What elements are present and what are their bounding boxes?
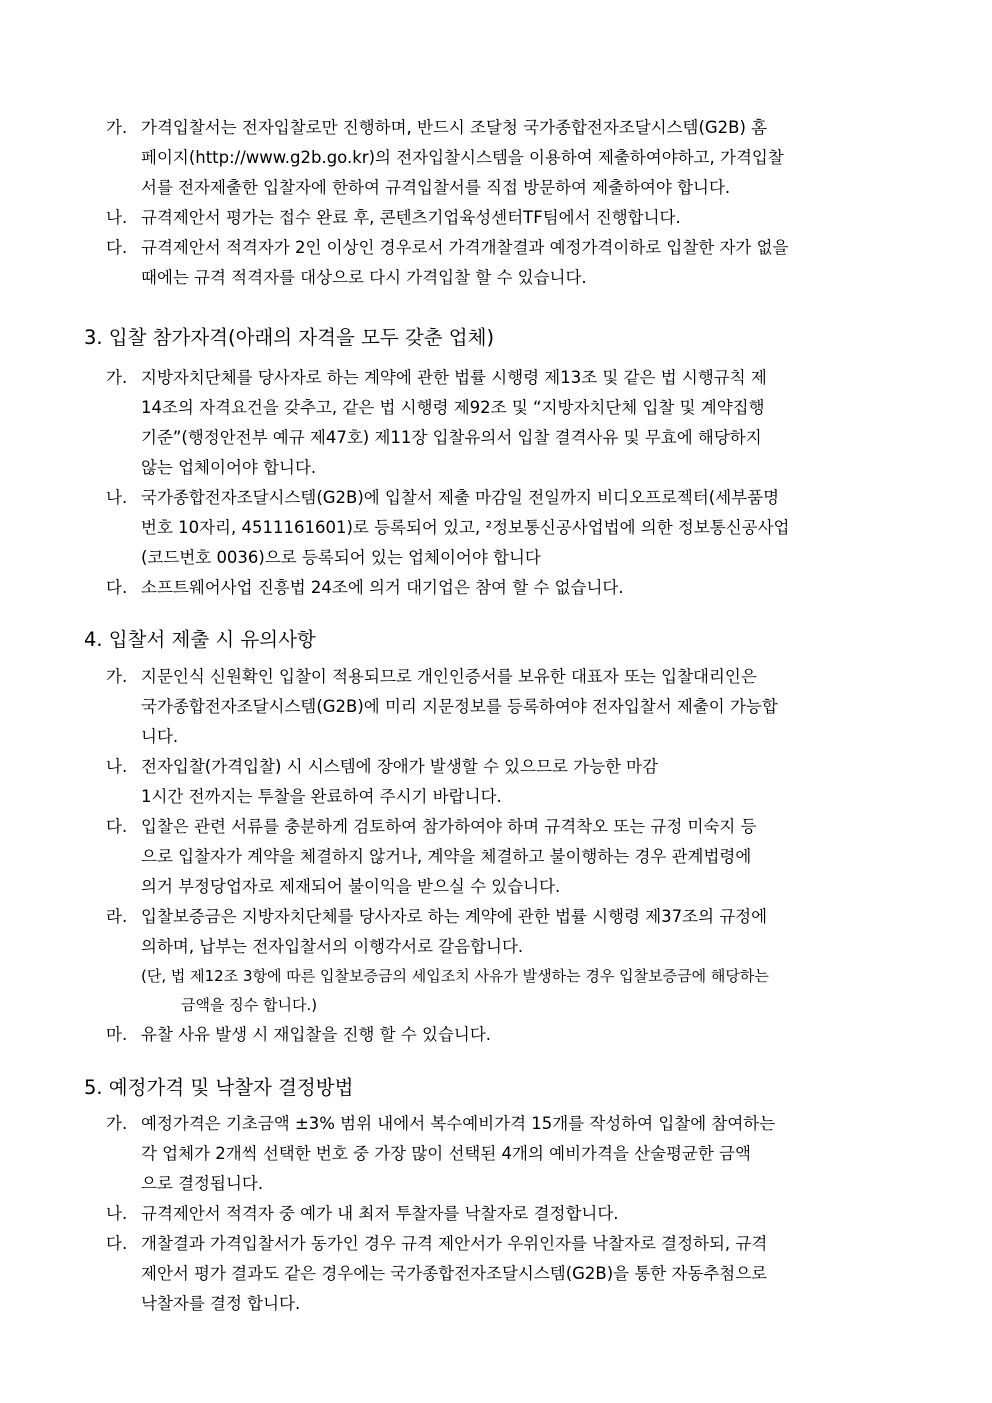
section-title: 5. 예정가격 및 낙찰자 결정방법: [84, 1076, 354, 1099]
item-marker: 나.: [106, 488, 128, 507]
text-line: (코드번호 0036)으로 등록되어 있는 업체이어야 합니다: [141, 548, 541, 567]
item-text: [141, 573, 921, 603]
section-3-list: [0, 363, 992, 603]
item-marker: 라.: [106, 907, 128, 926]
item-text: [141, 1020, 921, 1050]
item-text: [141, 483, 921, 573]
note-line: 금액을 징수 합니다.): [181, 996, 318, 1014]
text-line: 각 업체가 2개씩 선택한 번호 중 가장 많이 선택된 4개의 예비가격을 산술평균한 금액: [141, 1144, 751, 1163]
text-line: 개찰결과 가격입찰서가 동가인 경우 규격 제안서가 우위인자를 낙찰자로 결정하되, 규격: [141, 1234, 768, 1253]
text-line: 기준”(행정안전부 예규 제47호) 제11장 입찰유의서 입찰 결격사유 및 무효에 해당하지: [141, 428, 762, 447]
text-line: 으로 입찰자가 계약을 체결하지 않거나, 계약을 체결하고 불이행하는 경우 관계법령에: [141, 847, 752, 866]
list-item: [0, 113, 992, 203]
section-title: 4. 입찰서 제출 시 유의사항: [84, 628, 316, 651]
list-item: [0, 752, 992, 812]
item-marker: 나.: [106, 757, 128, 776]
list-item: [0, 902, 992, 1020]
item-note: [141, 962, 921, 991]
text-line: 때에는 규격 적격자를 대상으로 다시 가격입찰 할 수 있습니다.: [141, 268, 587, 287]
text-line: 국가종합전자조달시스템(G2B)에 미리 지문정보를 등록하여야 전자입찰서 제출이 가능합: [141, 697, 778, 716]
text-line: 의하며, 납부는 전자입찰서의 이행각서로 갈음합니다.: [141, 937, 524, 956]
text-line: 입찰보증금은 지방자치단체를 당사자로 하는 계약에 관한 법률 시행령 제37조의 규정에: [141, 907, 768, 926]
text-line: 국가종합전자조달시스템(G2B)에 입찰서 제출 마감일 전일까지 비디오프로젝터(세부품명: [141, 488, 780, 507]
list-item: [0, 1109, 992, 1199]
text-line: 예정가격은 기초금액 ±3% 범위 내에서 복수예비가격 15개를 작성하여 입찰에 참여하는: [141, 1114, 776, 1133]
item-marker: 나.: [106, 208, 128, 227]
list-item: [0, 1229, 992, 1319]
text-line: 서를 전자제출한 입찰자에 한하여 규격입찰서를 직접 방문하여 제출하여야 합니다.: [141, 178, 731, 197]
item-text: [141, 1229, 921, 1319]
list-item: [0, 812, 992, 902]
list-item: [0, 203, 992, 233]
section-title: 3. 입찰 참가자격(아래의 자격을 모두 갖춘 업체): [84, 326, 495, 349]
text-line: 전자입찰(가격입찰) 시 시스템에 장애가 발생할 수 있으므로 가능한 마감: [141, 757, 659, 776]
text-line: 유찰 사유 발생 시 재입찰을 진행 할 수 있습니다.: [141, 1025, 492, 1044]
item-marker: 가.: [106, 667, 128, 686]
text-line: 소프트웨어사업 진흥법 24조에 의거 대기업은 참여 할 수 없습니다.: [141, 578, 624, 597]
item-text: [141, 363, 921, 483]
list-item: [0, 573, 992, 603]
text-line: 가격입찰서는 전자입찰로만 진행하며, 반드시 조달청 국가종합전자조달시스템(G2B) 홈: [141, 118, 768, 137]
item-marker: 다.: [106, 817, 128, 836]
text-line: 지방자치단체를 당사자로 하는 계약에 관한 법률 시행령 제13조 및 같은 법 시행규칙 제: [141, 368, 767, 387]
item-text: [141, 113, 921, 203]
list-item: [0, 483, 992, 573]
section-4-list: [0, 662, 992, 1050]
text-line: 규격제안서 적격자 중 예가 내 최저 투찰자를 낙찰자로 결정합니다.: [141, 1204, 619, 1223]
text-line: 낙찰자를 결정 합니다.: [141, 1294, 301, 1313]
item-marker: 나.: [106, 1204, 128, 1223]
list-item: [0, 1020, 992, 1050]
text-line: 제안서 평가 결과도 같은 경우에는 국가종합전자조달시스템(G2B)을 통한 자동추첨으로: [141, 1264, 768, 1283]
item-text: [141, 662, 921, 752]
text-line: 14조의 자격요건을 갖추고, 같은 법 시행령 제92조 및 “지방자치단체 입찰 및 계약집행: [141, 398, 765, 417]
item-marker: 다.: [106, 1234, 128, 1253]
item-text: [141, 203, 921, 233]
item-text: [141, 902, 921, 962]
note-line: (단, 법 제12조 3항에 따른 입찰보증금의 세입조치 사유가 발생하는 경우 입찰보증금에 해당하는: [141, 967, 769, 985]
text-line: 규격제안서 적격자가 2인 이상인 경우로서 가격개찰결과 예정가격이하로 입찰한 자가 없을: [141, 238, 789, 257]
item-marker: 마.: [106, 1025, 128, 1044]
list-item: [0, 233, 992, 293]
list-item: [0, 1199, 992, 1229]
item-text: [141, 233, 921, 293]
item-marker: 다.: [106, 578, 128, 597]
list-item: [0, 662, 992, 752]
text-line: 페이지(http://www.g2b.go.kr)의 전자입찰시스템을 이용하여 제출하여야하고, 가격입찰: [141, 148, 784, 167]
text-line: 지문인식 신원확인 입찰이 적용되므로 개인인증서를 보유한 대표자 또는 입찰대리인은: [141, 667, 757, 686]
item-marker: 다.: [106, 238, 128, 257]
item-text: [141, 812, 921, 902]
item-marker: 가.: [106, 118, 128, 137]
item-text: [141, 752, 921, 812]
text-line: 입찰은 관련 서류를 충분하게 검토하여 참가하여야 하며 규격착오 또는 규정 미숙지 등: [141, 817, 757, 836]
text-line: 번호 10자리, 4511161601)로 등록되어 있고, ²정보통신공사업법에 의한 정보통신공사업: [141, 518, 790, 537]
text-line: 규격제안서 평가는 접수 완료 후, 콘텐츠기업육성센터TF팀에서 진행합니다.: [141, 208, 681, 227]
text-line: 않는 업체이어야 합니다.: [141, 458, 317, 477]
list-item: [0, 363, 992, 483]
intro-list: [0, 113, 992, 293]
text-line: 의거 부정당업자로 제재되어 불이익을 받으실 수 있습니다.: [141, 877, 561, 896]
item-text: [141, 1199, 921, 1229]
section-5-list: [0, 1109, 992, 1319]
text-line: 1시간 전까지는 투찰을 완료하여 주시기 바랍니다.: [141, 787, 502, 806]
item-marker: 가.: [106, 1114, 128, 1133]
item-marker: 가.: [106, 368, 128, 387]
item-text: [141, 1109, 921, 1199]
text-line: 니다.: [141, 727, 179, 746]
text-line: 으로 결정됩니다.: [141, 1174, 264, 1193]
